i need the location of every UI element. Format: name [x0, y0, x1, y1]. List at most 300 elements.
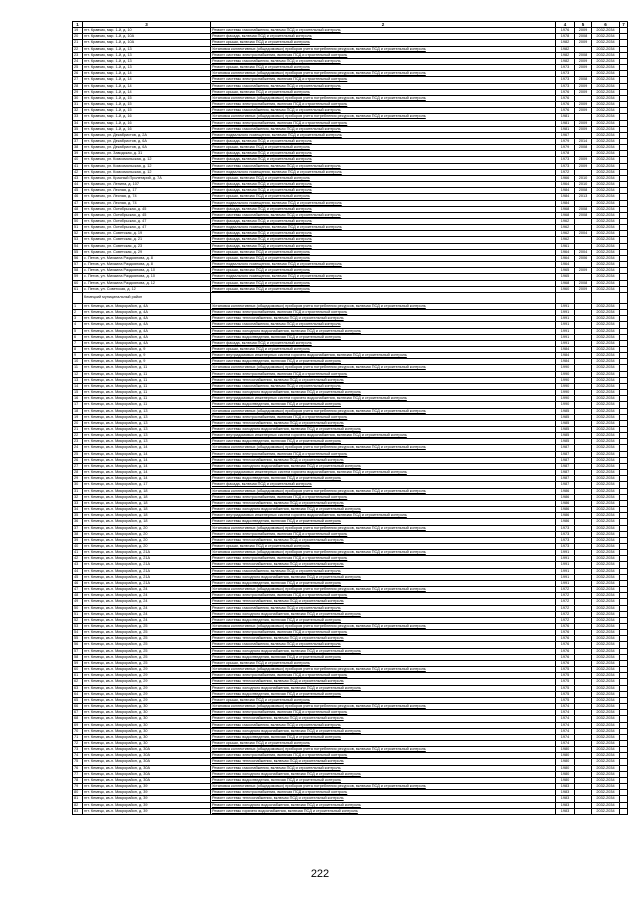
work-type-cell: Ремонт системы газоснабжения, включая ПСД и строительный контроль	[211, 212, 556, 218]
header-col-3: 2	[211, 22, 556, 28]
address-cell: пгт. Кравчик, ул. Советская, д. 29	[83, 249, 211, 255]
planned-period-cell: 2032-2034	[592, 169, 620, 175]
commission-year-cell: 1964	[556, 262, 575, 268]
work-type-cell: Ремонт крыши, включая ПСД и строительный контроль	[211, 175, 556, 181]
last-repair-year-cell: 2008	[575, 280, 592, 286]
commission-year-cell: 1987	[556, 470, 575, 476]
planned-period-cell: 2032-2034	[592, 642, 620, 648]
row-number: 40	[73, 157, 83, 163]
district-header-row	[73, 292, 628, 303]
row-number: 80	[73, 790, 83, 796]
planned-period-cell: 2032-2034	[592, 624, 620, 630]
commission-year-cell: 1972	[556, 605, 575, 611]
row-number: 56	[73, 642, 83, 648]
address-cell: пгт. Кравчик, ул. Лесная, д. 74	[83, 194, 211, 200]
commission-year-cell: 1973	[556, 71, 575, 77]
address-cell: пгт. Кемецк, кв-л. Микрорайон, д. 18	[83, 494, 211, 500]
planned-period-cell: 2032-2034	[592, 402, 620, 408]
address-cell: пгт. Кравчик, мкр. 1-й, д. 15	[83, 102, 211, 108]
address-cell: пгт. Кемецк, кв-л. Микрорайон, д. 20	[83, 531, 211, 537]
address-cell: пгт. Кравчик, ул. Ленина, д. 107	[83, 182, 211, 188]
work-type-cell: Установка коллективных (общедомовых) приборов учета потребления ресурсов, включая ПСД и строительный контроль	[211, 365, 556, 371]
work-type-cell: Ремонт фасада, включая ПСД и строительный контроль	[211, 482, 556, 488]
work-type-cell: Ремонт системы водоотведения, включая ПСД и строительный контроль	[211, 691, 556, 697]
address-cell: пгт. Кемецк, кв-л. Микрорайон, д. 30	[83, 722, 211, 728]
address-cell: пгт. Кравчик, мкр. 1-й, д. 16	[83, 126, 211, 132]
last-repair-year-cell: 2009	[575, 126, 592, 132]
row-number: 10	[73, 359, 83, 365]
header-col-7: 7	[620, 22, 628, 28]
commission-year-cell: 1972	[556, 617, 575, 623]
row-number: 43	[73, 562, 83, 568]
address-cell: пгт. Кравчик, ул. Декабристов, д. 6А	[83, 145, 211, 151]
commission-year-cell: 1968	[556, 280, 575, 286]
row-number: 47	[73, 587, 83, 593]
planned-period-cell: 2032-2034	[592, 654, 620, 660]
address-cell: пгт. Кемецк, кв-л. Микрорайон, д. 4А	[83, 322, 211, 328]
commission-year-cell: 1973	[556, 83, 575, 89]
row-number: 66	[73, 704, 83, 710]
work-type-cell: Ремонт фасада, включая ПСД и строительный контроль	[211, 182, 556, 188]
planned-period-cell: 2032-2034	[592, 740, 620, 746]
last-repair-year-cell: 2008	[575, 52, 592, 58]
row-number: 37	[73, 525, 83, 531]
row-number: 44	[73, 568, 83, 574]
planned-period-cell: 2032-2034	[592, 722, 620, 728]
address-cell: пгт. Кемецк, кв-л. Микрорайон, д. 30А	[83, 771, 211, 777]
planned-period-cell: 2032-2034	[592, 759, 620, 765]
address-cell: пгт. Кемецк, кв-л. Микрорайон, д. 14	[83, 470, 211, 476]
address-cell: пгт. Кемецк, кв-л. Микрорайон, д. 4А	[83, 316, 211, 322]
address-cell: пгт. Кравчик, мкр. 1-й, д. 10А	[83, 40, 211, 46]
planned-period-cell: 2032-2034	[592, 753, 620, 759]
planned-period-cell: 2032-2034	[592, 52, 620, 58]
address-cell: пгт. Кемецк, кв-л. Микрорайон, д. 13	[83, 420, 211, 426]
work-type-cell: Ремонт системы электроснабжения, включая ПСД и строительный контроль	[211, 556, 556, 562]
planned-period-cell: 2032-2034	[592, 340, 620, 346]
work-type-cell: Ремонт системы теплоснабжения, включая ПСД и строительный контроль	[211, 796, 556, 802]
address-cell: пгт. Кемецк, кв-л. Микрорайон, д. 20	[83, 543, 211, 549]
commission-year-cell: 1975	[556, 667, 575, 673]
commission-year-cell: 1980	[556, 759, 575, 765]
planned-period-cell: 2032-2034	[592, 513, 620, 519]
planned-period-cell: 2032-2034	[592, 225, 620, 231]
row-number: 13	[73, 377, 83, 383]
commission-year-cell: 1980	[556, 747, 575, 753]
address-cell: пгт. Кемецк, кв-л. Микрорайон, д. 30	[83, 728, 211, 734]
planned-period-cell: 2032-2034	[592, 89, 620, 95]
planned-period-cell: 2032-2034	[592, 790, 620, 796]
address-cell: пгт. Кемецк, кв-л. Микрорайон, д. 18	[83, 500, 211, 506]
work-type-cell: Ремонт системы газоснабжения, включая ПСД и строительный контроль	[211, 642, 556, 648]
planned-period-cell: 2032-2034	[592, 617, 620, 623]
row-number: 32	[73, 494, 83, 500]
planned-period-cell: 2032-2034	[592, 433, 620, 439]
last-repair-year-cell: 2009	[575, 40, 592, 46]
commission-year-cell: 1990	[556, 383, 575, 389]
planned-period-cell: 2032-2034	[592, 188, 620, 194]
table-row	[73, 808, 628, 814]
address-cell: пгт. Кравчик, мкр. 1-й, д. 10А	[83, 34, 211, 40]
row-number: 52	[73, 617, 83, 623]
address-cell: пгт. Кемецк, кв-л. Микрорайон, д. 39	[83, 790, 211, 796]
planned-period-cell: 2032-2034	[592, 648, 620, 654]
commission-year-cell: 1967	[556, 132, 575, 138]
work-type-cell: Ремонт системы водоотведения, включая ПСД и строительный контроль	[211, 334, 556, 340]
last-repair-year-cell: 2009	[575, 120, 592, 126]
commission-year-cell: 1976	[556, 660, 575, 666]
work-type-cell: Установка коллективных (общедомовых) приборов учета потребления ресурсов, включая ПСД и строительный контроль	[211, 747, 556, 753]
commission-year-cell: 1982	[556, 52, 575, 58]
planned-period-cell: 2032-2034	[592, 58, 620, 64]
planned-period-cell: 2032-2034	[592, 697, 620, 703]
planned-period-cell: 2032-2034	[592, 611, 620, 617]
address-cell: с. Петов, ул. Михаила Раздоянова, д. 10	[83, 268, 211, 274]
work-type-cell: Ремонт системы водоотведения, включая ПСД и строительный контроль	[211, 476, 556, 482]
commission-year-cell: 1962	[556, 237, 575, 243]
row-number: 28	[73, 470, 83, 476]
commission-year-cell: 1991	[556, 562, 575, 568]
row-number: 35	[73, 513, 83, 519]
address-cell: пгт. Кемецк, кв-л. Микрорайон, д. 4А	[83, 334, 211, 340]
row-number: 8	[73, 346, 83, 352]
work-type-cell: Ремонт системы газоснабжения, включая ПСД и строительный контроль	[211, 163, 556, 169]
planned-period-cell: 2032-2034	[592, 206, 620, 212]
row-number: 35	[73, 126, 83, 132]
commission-year-cell: 1968	[556, 212, 575, 218]
row-number: 64	[73, 691, 83, 697]
row-number: 26	[73, 457, 83, 463]
last-repair-year-cell: 2008	[575, 34, 592, 40]
commission-year-cell: 1991	[556, 340, 575, 346]
address-cell: пгт. Кемецк, кв-л. Микрорайон, д. 9	[83, 359, 211, 365]
commission-year-cell: 1976	[556, 642, 575, 648]
row-number: 31	[73, 102, 83, 108]
row-number: 29	[73, 476, 83, 482]
address-cell: пгт. Кемецк, кв-л. Микрорайон, д. 39	[83, 796, 211, 802]
planned-period-cell: 2032-2034	[592, 500, 620, 506]
planned-period-cell: 2032-2034	[592, 636, 620, 642]
commission-year-cell: 1966	[556, 175, 575, 181]
work-type-cell: Ремонт внутридомовых инженерных систем горячего водоснабжения, включая ПСД и строительный контроль	[211, 513, 556, 519]
work-type-cell: Ремонт системы холодного водоснабжения, включая ПСД и строительный контроль	[211, 685, 556, 691]
work-type-cell: Ремонт системы электроснабжения, включая ПСД и строительный контроль	[211, 710, 556, 716]
row-number: 5	[73, 328, 83, 334]
work-type-cell: Ремонт системы газоснабжения, включая ПСД и строительный контроль	[211, 108, 556, 114]
work-type-cell: Ремонт крыши, включая ПСД и строительный контроль	[211, 89, 556, 95]
work-type-cell: Ремонт фасада, включая ПСД и строительный контроль	[211, 340, 556, 346]
commission-year-cell: 1964	[556, 249, 575, 255]
address-cell: пгт. Кемецк, кв-л. Микрорайон, д. 25	[83, 642, 211, 648]
work-type-cell: Ремонт системы электроснабжения, включая ПСД и строительный контроль	[211, 593, 556, 599]
work-type-cell: Ремонт системы водоотведения, включая ПСД и строительный контроль	[211, 617, 556, 623]
address-cell: пгт. Кемецк, кв-л. Микрорайон, д. 30А	[83, 747, 211, 753]
address-cell: пгт. Кемецк, кв-л. Микрорайон, д. 29	[83, 679, 211, 685]
planned-period-cell: 2032-2034	[592, 132, 620, 138]
commission-year-cell: 1990	[556, 371, 575, 377]
planned-period-cell: 2032-2034	[592, 543, 620, 549]
commission-year-cell: 1973	[556, 543, 575, 549]
work-type-cell: Ремонт системы водоотведения, включая ПСД и строительный контроль	[211, 654, 556, 660]
commission-year-cell: 1974	[556, 710, 575, 716]
work-type-cell: Ремонт системы электроснабжения, включая ПСД и строительный контроль	[211, 494, 556, 500]
address-cell: пгт. Кемецк, кв-л. Микрорайон, д. 4А	[83, 310, 211, 316]
planned-period-cell: 2032-2034	[592, 390, 620, 396]
address-cell: пгт. Кравчик, ул. Лесная, д. 74	[83, 200, 211, 206]
work-type-cell: Ремонт фасада, включая ПСД и строительный контроль	[211, 231, 556, 237]
row-number: 41	[73, 163, 83, 169]
row-number: 59	[73, 274, 83, 280]
planned-period-cell: 2032-2034	[592, 219, 620, 225]
row-number: 52	[73, 231, 83, 237]
last-repair-year-cell: 2009	[575, 65, 592, 71]
commission-year-cell: 1986	[556, 494, 575, 500]
commission-year-cell: 1985	[556, 408, 575, 414]
planned-period-cell: 2032-2034	[592, 587, 620, 593]
address-cell: пгт. Кемецк, кв-л. Микрорайон, д. 30	[83, 716, 211, 722]
work-type-cell: Ремонт фасада, включая ПСД и строительный контроль	[211, 157, 556, 163]
planned-period-cell: 2032-2034	[592, 274, 620, 280]
row-number: 11	[73, 365, 83, 371]
address-cell: пгт. Кемецк, кв-л. Микрорайон, д. 11	[83, 371, 211, 377]
address-cell: пгт. Кемецк, кв-л. Микрорайон, д. 11	[83, 402, 211, 408]
address-cell: пгт. Кемецк, кв-л. Микрорайон, д. 21А	[83, 568, 211, 574]
commission-year-cell: 1975	[556, 679, 575, 685]
planned-period-cell: 2032-2034	[592, 212, 620, 218]
work-type-cell: Ремонт подвального помещения, включая ПСД и строительный контроль	[211, 132, 556, 138]
planned-period-cell: 2032-2034	[592, 482, 620, 488]
row-number: 44	[73, 182, 83, 188]
planned-period-cell: 2032-2034	[592, 303, 620, 309]
capital-repair-table	[72, 21, 628, 815]
last-repair-year-cell: 2004	[575, 231, 592, 237]
commission-year-cell: 1975	[556, 697, 575, 703]
address-cell: пгт. Кемецк, кв-л. Микрорайон, д. 29	[83, 691, 211, 697]
address-cell: пгт. Кравчик, мкр. 1-й, д. 16	[83, 120, 211, 126]
address-cell: пгт. Кемецк, кв-л. Микрорайон, д. 17	[83, 482, 211, 488]
work-type-cell: Установка коллективных (общедомовых) приборов учета потребления ресурсов, включая ПСД и строительный контроль	[211, 114, 556, 120]
work-type-cell: Ремонт системы теплоснабжения, включая ПСД и строительный контроль	[211, 562, 556, 568]
work-type-cell: Ремонт системы электроснабжения, включая ПСД и строительный контроль	[211, 753, 556, 759]
commission-year-cell: 1973	[556, 163, 575, 169]
address-cell: пгт. Кемецк, кв-л. Микрорайон, д. 30А	[83, 777, 211, 783]
work-type-cell: Ремонт подвального помещения, включая ПСД и строительный контроль	[211, 262, 556, 268]
work-type-cell: Установка коллективных (общедомовых) приборов учета потребления ресурсов, включая ПСД и строительный контроль	[211, 408, 556, 414]
work-type-cell: Ремонт системы теплоснабжения, включая ПСД и строительный контроль	[211, 457, 556, 463]
planned-period-cell: 2032-2034	[592, 334, 620, 340]
last-repair-year-cell: 2013	[575, 194, 592, 200]
address-cell: пгт. Кравчик, ул. Октябрьская, д. 45	[83, 206, 211, 212]
commission-year-cell: 1982	[556, 58, 575, 64]
commission-year-cell: 1973	[556, 531, 575, 537]
row-number: 27	[73, 77, 83, 83]
commission-year-cell: 1973	[556, 525, 575, 531]
commission-year-cell: 1990	[556, 402, 575, 408]
commission-year-cell: 1987	[556, 482, 575, 488]
row-number: 34	[73, 120, 83, 126]
row-number: 41	[73, 550, 83, 556]
address-cell: пгт. Кемецк, кв-л. Микрорайон, д. 21А	[83, 562, 211, 568]
address-cell: пгт. Кравчик, мкр. 1-й, д. 15	[83, 108, 211, 114]
work-type-cell: Ремонт системы водоотведения, включая ПСД и строительный контроль	[211, 734, 556, 740]
address-cell: пгт. Кравчик, ул. Октябрьская, д. 47	[83, 225, 211, 231]
last-repair-year-cell: 2008	[575, 145, 592, 151]
header-col-4: 4	[556, 22, 575, 28]
commission-year-cell: 1983	[556, 796, 575, 802]
work-type-cell: Ремонт крыши, включая ПСД и строительный контроль	[211, 543, 556, 549]
address-cell: пгт. Кемецк, кв-л. Микрорайон, д. 20	[83, 537, 211, 543]
commission-year-cell: 1972	[556, 611, 575, 617]
row-number: 49	[73, 599, 83, 605]
row-number: 63	[73, 685, 83, 691]
row-number: 48	[73, 206, 83, 212]
commission-year-cell: 1979	[556, 145, 575, 151]
row-number: 2	[73, 310, 83, 316]
work-type-cell: Ремонт системы холодного водоснабжения, включая ПСД и строительный контроль	[211, 648, 556, 654]
row-number: 33	[73, 500, 83, 506]
commission-year-cell: 1973	[556, 157, 575, 163]
row-number: 82	[73, 802, 83, 808]
row-number: 30	[73, 482, 83, 488]
row-number: 1	[73, 303, 83, 309]
address-cell: пгт. Кравчик, мкр. 1-й, д. 13	[83, 65, 211, 71]
work-type-cell: Ремонт системы холодного водоснабжения, включая ПСД и строительный контроль	[211, 390, 556, 396]
address-cell: пгт. Кемецк, кв-л. Микрорайон, д. 13	[83, 408, 211, 414]
planned-period-cell: 2032-2034	[592, 237, 620, 243]
address-cell: пгт. Кемецк, кв-л. Микрорайон, д. 9	[83, 346, 211, 352]
row-number: 26	[73, 71, 83, 77]
work-type-cell: Ремонт крыши, включая ПСД и строительный контроль	[211, 65, 556, 71]
planned-period-cell: 2032-2034	[592, 771, 620, 777]
commission-year-cell: 1980	[556, 765, 575, 771]
commission-year-cell: 1990	[556, 396, 575, 402]
row-number: 42	[73, 556, 83, 562]
address-cell: пгт. Кравчик, мкр. 1-й, д. 10	[83, 28, 211, 34]
work-type-cell: Ремонт системы газоснабжения, включая ПСД и строительный контроль	[211, 722, 556, 728]
address-cell: пгт. Кравчик, мкр. 1-й, д. 14	[83, 89, 211, 95]
commission-year-cell: 1981	[556, 120, 575, 126]
commission-year-cell: 1984	[556, 346, 575, 352]
commission-year-cell: 1985	[556, 433, 575, 439]
row-number: 19	[73, 414, 83, 420]
address-cell: пгт. Кравчик, ул. Декабристов, д. 6А	[83, 138, 211, 144]
planned-period-cell: 2032-2034	[592, 157, 620, 163]
address-cell: пгт. Кравчик, мкр. 1-й, д. 13	[83, 46, 211, 52]
planned-period-cell: 2032-2034	[592, 451, 620, 457]
work-type-cell: Ремонт системы водоотведения, включая ПСД и строительный контроль	[211, 359, 556, 365]
work-type-cell: Ремонт системы водоотведения, включая ПСД и строительный контроль	[211, 439, 556, 445]
planned-period-cell: 2032-2034	[592, 328, 620, 334]
commission-year-cell: 1975	[556, 673, 575, 679]
row-number: 71	[73, 734, 83, 740]
work-type-cell: Ремонт внутридомовых инженерных систем горячего водоснабжения, включая ПСД и строительный контроль	[211, 396, 556, 402]
commission-year-cell: 1984	[556, 194, 575, 200]
planned-period-cell: 2032-2034	[592, 716, 620, 722]
row-number: 58	[73, 268, 83, 274]
address-cell: пгт. Кемецк, кв-л. Микрорайон, д. 24	[83, 605, 211, 611]
last-repair-year-cell: 2009	[575, 108, 592, 114]
row-number: 33	[73, 114, 83, 120]
work-type-cell: Ремонт системы водоотведения, включая ПСД и строительный контроль	[211, 402, 556, 408]
commission-year-cell: 1984	[556, 200, 575, 206]
address-cell: пгт. Кемецк, кв-л. Микрорайон, д. 11	[83, 377, 211, 383]
work-type-cell: Ремонт системы газоснабжения, включая ПСД и строительный контроль	[211, 322, 556, 328]
commission-year-cell: 1985	[556, 439, 575, 445]
row-number: 14	[73, 383, 83, 389]
address-cell: пгт. Кравчик, ул. Октябрьская, д. 47	[83, 219, 211, 225]
last-repair-year-cell: 2008	[575, 206, 592, 212]
work-type-cell: Ремонт системы газоснабжения, включая ПСД и строительный контроль	[211, 83, 556, 89]
planned-period-cell: 2032-2034	[592, 255, 620, 261]
address-cell: пгт. Кемецк, кв-л. Микрорайон, д. 29	[83, 673, 211, 679]
commission-year-cell: 1991	[556, 568, 575, 574]
work-type-cell: Ремонт крыши, включая ПСД и строительный контроль	[211, 660, 556, 666]
address-cell: пгт. Кемецк, кв-л. Микрорайон, д. 11	[83, 383, 211, 389]
work-type-cell: Ремонт крыши, включая ПСД и строительный контроль	[211, 280, 556, 286]
work-type-cell: Ремонт системы холодного водоснабжения, включая ПСД и строительный контроль	[211, 574, 556, 580]
row-number: 54	[73, 630, 83, 636]
commission-year-cell: 1987	[556, 451, 575, 457]
address-cell: пгт. Кравчик, мкр. 1-й, д. 14	[83, 71, 211, 77]
planned-period-cell: 2032-2034	[592, 126, 620, 132]
row-number: 6	[73, 334, 83, 340]
work-type-cell: Ремонт системы теплоснабжения, включая ПСД и строительный контроль	[211, 500, 556, 506]
address-cell: пгт. Кемецк, кв-л. Микрорайон, д. 14	[83, 451, 211, 457]
commission-year-cell: 1974	[556, 716, 575, 722]
address-cell: пгт. Кемецк, кв-л. Микрорайон, д. 30А	[83, 765, 211, 771]
commission-year-cell: 1991	[556, 316, 575, 322]
planned-period-cell: 2032-2034	[592, 679, 620, 685]
address-cell: пгт. Кравчик, ул. Советская, д. 19	[83, 231, 211, 237]
planned-period-cell: 2032-2034	[592, 71, 620, 77]
planned-period-cell: 2032-2034	[592, 408, 620, 414]
address-cell: пгт. Кемецк, кв-л. Микрорайон, д. 21А	[83, 580, 211, 586]
planned-period-cell: 2032-2034	[592, 194, 620, 200]
commission-year-cell: 1974	[556, 740, 575, 746]
work-type-cell: Установка коллективных (общедомовых) приборов учета потребления ресурсов, включая ПСД и строительный контроль	[211, 46, 556, 52]
planned-period-cell: 2032-2034	[592, 802, 620, 808]
row-number: 61	[73, 673, 83, 679]
row-number: 20	[73, 420, 83, 426]
work-type-cell: Ремонт фасада, включая ПСД и строительный контроль	[211, 206, 556, 212]
address-cell: пгт. Кемецк, кв-л. Микрорайон, д. 11	[83, 396, 211, 402]
row-number: 19	[73, 28, 83, 34]
last-repair-year-cell: 2004	[575, 249, 592, 255]
address-cell: пгт. Кемецк, кв-л. Микрорайон, д. 24	[83, 599, 211, 605]
work-type-cell: Установка коллективных (общедомовых) приборов учета потребления ресурсов, включая ПСД и строительный контроль	[211, 303, 556, 309]
planned-period-cell: 2032-2034	[592, 243, 620, 249]
last-repair-year-cell: 2010	[575, 175, 592, 181]
work-type-cell: Ремонт системы водоотведения, включая ПСД и строительный контроль	[211, 580, 556, 586]
address-cell: пгт. Кравчик, ул. Комсомольская, д. 12	[83, 163, 211, 169]
row-number: 3	[73, 316, 83, 322]
commission-year-cell: 1976	[556, 636, 575, 642]
commission-year-cell: 1991	[556, 580, 575, 586]
planned-period-cell: 2032-2034	[592, 599, 620, 605]
planned-period-cell: 2032-2034	[592, 568, 620, 574]
work-type-cell: Ремонт системы теплоснабжения, включая ПСД и строительный контроль	[211, 759, 556, 765]
address-cell: пгт. Кравчик, ул. Комсомольская, д. 12	[83, 157, 211, 163]
address-cell: пгт. Кемецк, кв-л. Микрорайон, д. 29	[83, 667, 211, 673]
planned-period-cell: 2032-2034	[592, 784, 620, 790]
planned-period-cell: 2032-2034	[592, 734, 620, 740]
work-type-cell: Ремонт системы электроснабжения, включая ПСД и строительный контроль	[211, 790, 556, 796]
work-type-cell: Ремонт внутридомовых инженерных систем горячего водоснабжения, включая ПСД и строительный контроль	[211, 470, 556, 476]
address-cell: пгт. Кемецк, кв-л. Микрорайон, д. 25	[83, 636, 211, 642]
planned-period-cell: 2032-2034	[592, 396, 620, 402]
work-type-cell: Ремонт фасада, включая ПСД и строительный контроль	[211, 243, 556, 249]
work-type-cell: Ремонт системы электроснабжения, включая ПСД и строительный контроль	[211, 531, 556, 537]
